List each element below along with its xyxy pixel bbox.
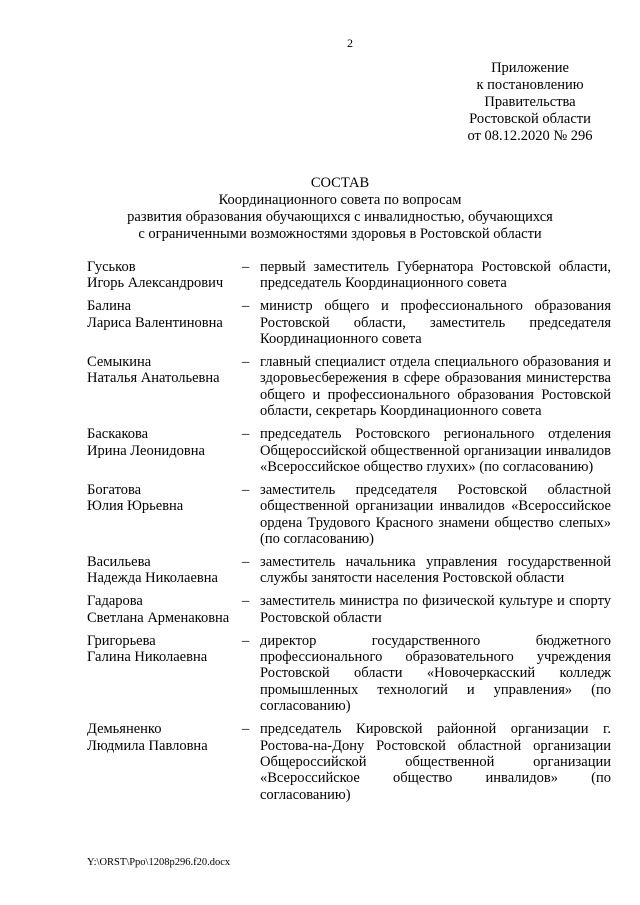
heading-title: СОСТАВ: [310, 175, 370, 191]
appendix-line: к постановлению: [476, 77, 584, 93]
member-name: [87, 593, 242, 626]
member-surname: Богатова: [87, 481, 142, 498]
member-role: министр общего и профессионального образования Ростовской области, заместитель председателя Координационного совета: [260, 298, 611, 348]
member-surname: Васильева: [87, 554, 151, 570]
member-role: председатель Ростовского регионального отделения Общероссийской общественной организации инвалидов «Всероссийское общество глухих» (по согласованию): [260, 426, 611, 475]
dash-separator: –: [242, 632, 250, 649]
member-name: [87, 721, 242, 803]
dash-separator: –: [242, 481, 250, 498]
member-surname: Балина: [87, 298, 132, 315]
member-row: [87, 721, 611, 803]
member-name: [87, 554, 242, 587]
member-role: заместитель начальника управления государственной службы занятости населения Ростовской области: [260, 554, 611, 587]
member-row: [87, 482, 611, 548]
dash-separator: –: [242, 354, 250, 371]
dash-separator: –: [242, 426, 250, 443]
member-surname: Гуськов: [87, 259, 136, 275]
member-role: заместитель председателя Ростовской областной общественной организации инвалидов «Всероссийское ордена Трудового Красного знамени общество слепых» (по согласованию): [260, 481, 611, 548]
member-surname: Гадарова: [87, 593, 143, 610]
member-name: [87, 298, 242, 347]
heading-line: Координационного совета по вопросам: [218, 192, 462, 208]
appendix-block: [440, 60, 620, 145]
appendix-line: Приложение: [491, 60, 569, 76]
dash-separator: –: [242, 721, 250, 738]
member-given-name: Наталья Анатольевна: [87, 370, 220, 387]
dash-separator: –: [242, 593, 250, 610]
member-surname: Демьяненко: [87, 721, 162, 738]
member-name: [87, 259, 242, 292]
appendix-line: Правительства: [484, 94, 576, 110]
member-given-name: Юлия Юрьевна: [87, 498, 184, 515]
member-row: [87, 259, 611, 292]
member-name: [87, 633, 242, 715]
document-heading: [60, 175, 620, 243]
dash-separator: –: [242, 298, 250, 315]
member-row: [87, 426, 611, 475]
member-role: первый заместитель Губернатора Ростовской области, председатель Координационного совета: [260, 259, 611, 292]
member-given-name: Лариса Валентиновна: [87, 314, 223, 331]
heading-line: развития образования обучающихся с инвалидностью, обучающихся: [127, 209, 553, 225]
member-given-name: Игорь Александрович: [87, 275, 224, 292]
page-number: 2: [347, 36, 353, 50]
file-path-footer: Y:\ORST\Ppo\1208p296.f20.docx: [87, 857, 231, 868]
member-role: заместитель министра по физической культуре и спорту Ростовской области: [260, 593, 611, 626]
member-surname: Семыкина: [87, 354, 152, 371]
appendix-line: от 08.12.2020 № 296: [467, 128, 593, 144]
heading-line: с ограниченными возможностями здоровья в Ростовской области: [138, 226, 542, 242]
member-given-name: Светлана Арменаковна: [87, 609, 230, 626]
member-row: [87, 593, 611, 626]
dash-separator: –: [242, 554, 250, 570]
member-role: директор государственного бюджетного профессионального образовательного учреждения Ростовской области «Новочеркасский колледж промышленных технологий и управления» (по согласованию): [260, 632, 611, 715]
member-given-name: Надежда Николаевна: [87, 570, 218, 587]
member-name: [87, 426, 242, 475]
member-given-name: Людмила Павловна: [87, 737, 208, 754]
member-surname: Григорьева: [87, 632, 156, 649]
member-name: [87, 482, 242, 548]
member-role: главный специалист отдела специального образования и здоровьесбережения в сфере образования министерства общего и профессионального образования Ростовской области, секретарь Координационного совета: [260, 354, 611, 420]
appendix-line: Ростовской области: [469, 111, 591, 127]
member-given-name: Ирина Леонидовна: [87, 442, 205, 459]
member-row: [87, 354, 611, 420]
member-row: [87, 298, 611, 347]
member-surname: Баскакова: [87, 426, 149, 443]
member-role: председатель Кировской районной организации г. Ростова-на-Дону Ростовской областной организации Общероссийской общественной организации «Всероссийское общество инвалидов» (по согласованию): [260, 721, 611, 803]
member-name: [87, 354, 242, 420]
member-row: [87, 554, 611, 587]
member-given-name: Галина Николаевна: [87, 649, 208, 666]
member-row: [87, 633, 611, 715]
members-list: [87, 259, 611, 810]
dash-separator: –: [242, 259, 250, 275]
